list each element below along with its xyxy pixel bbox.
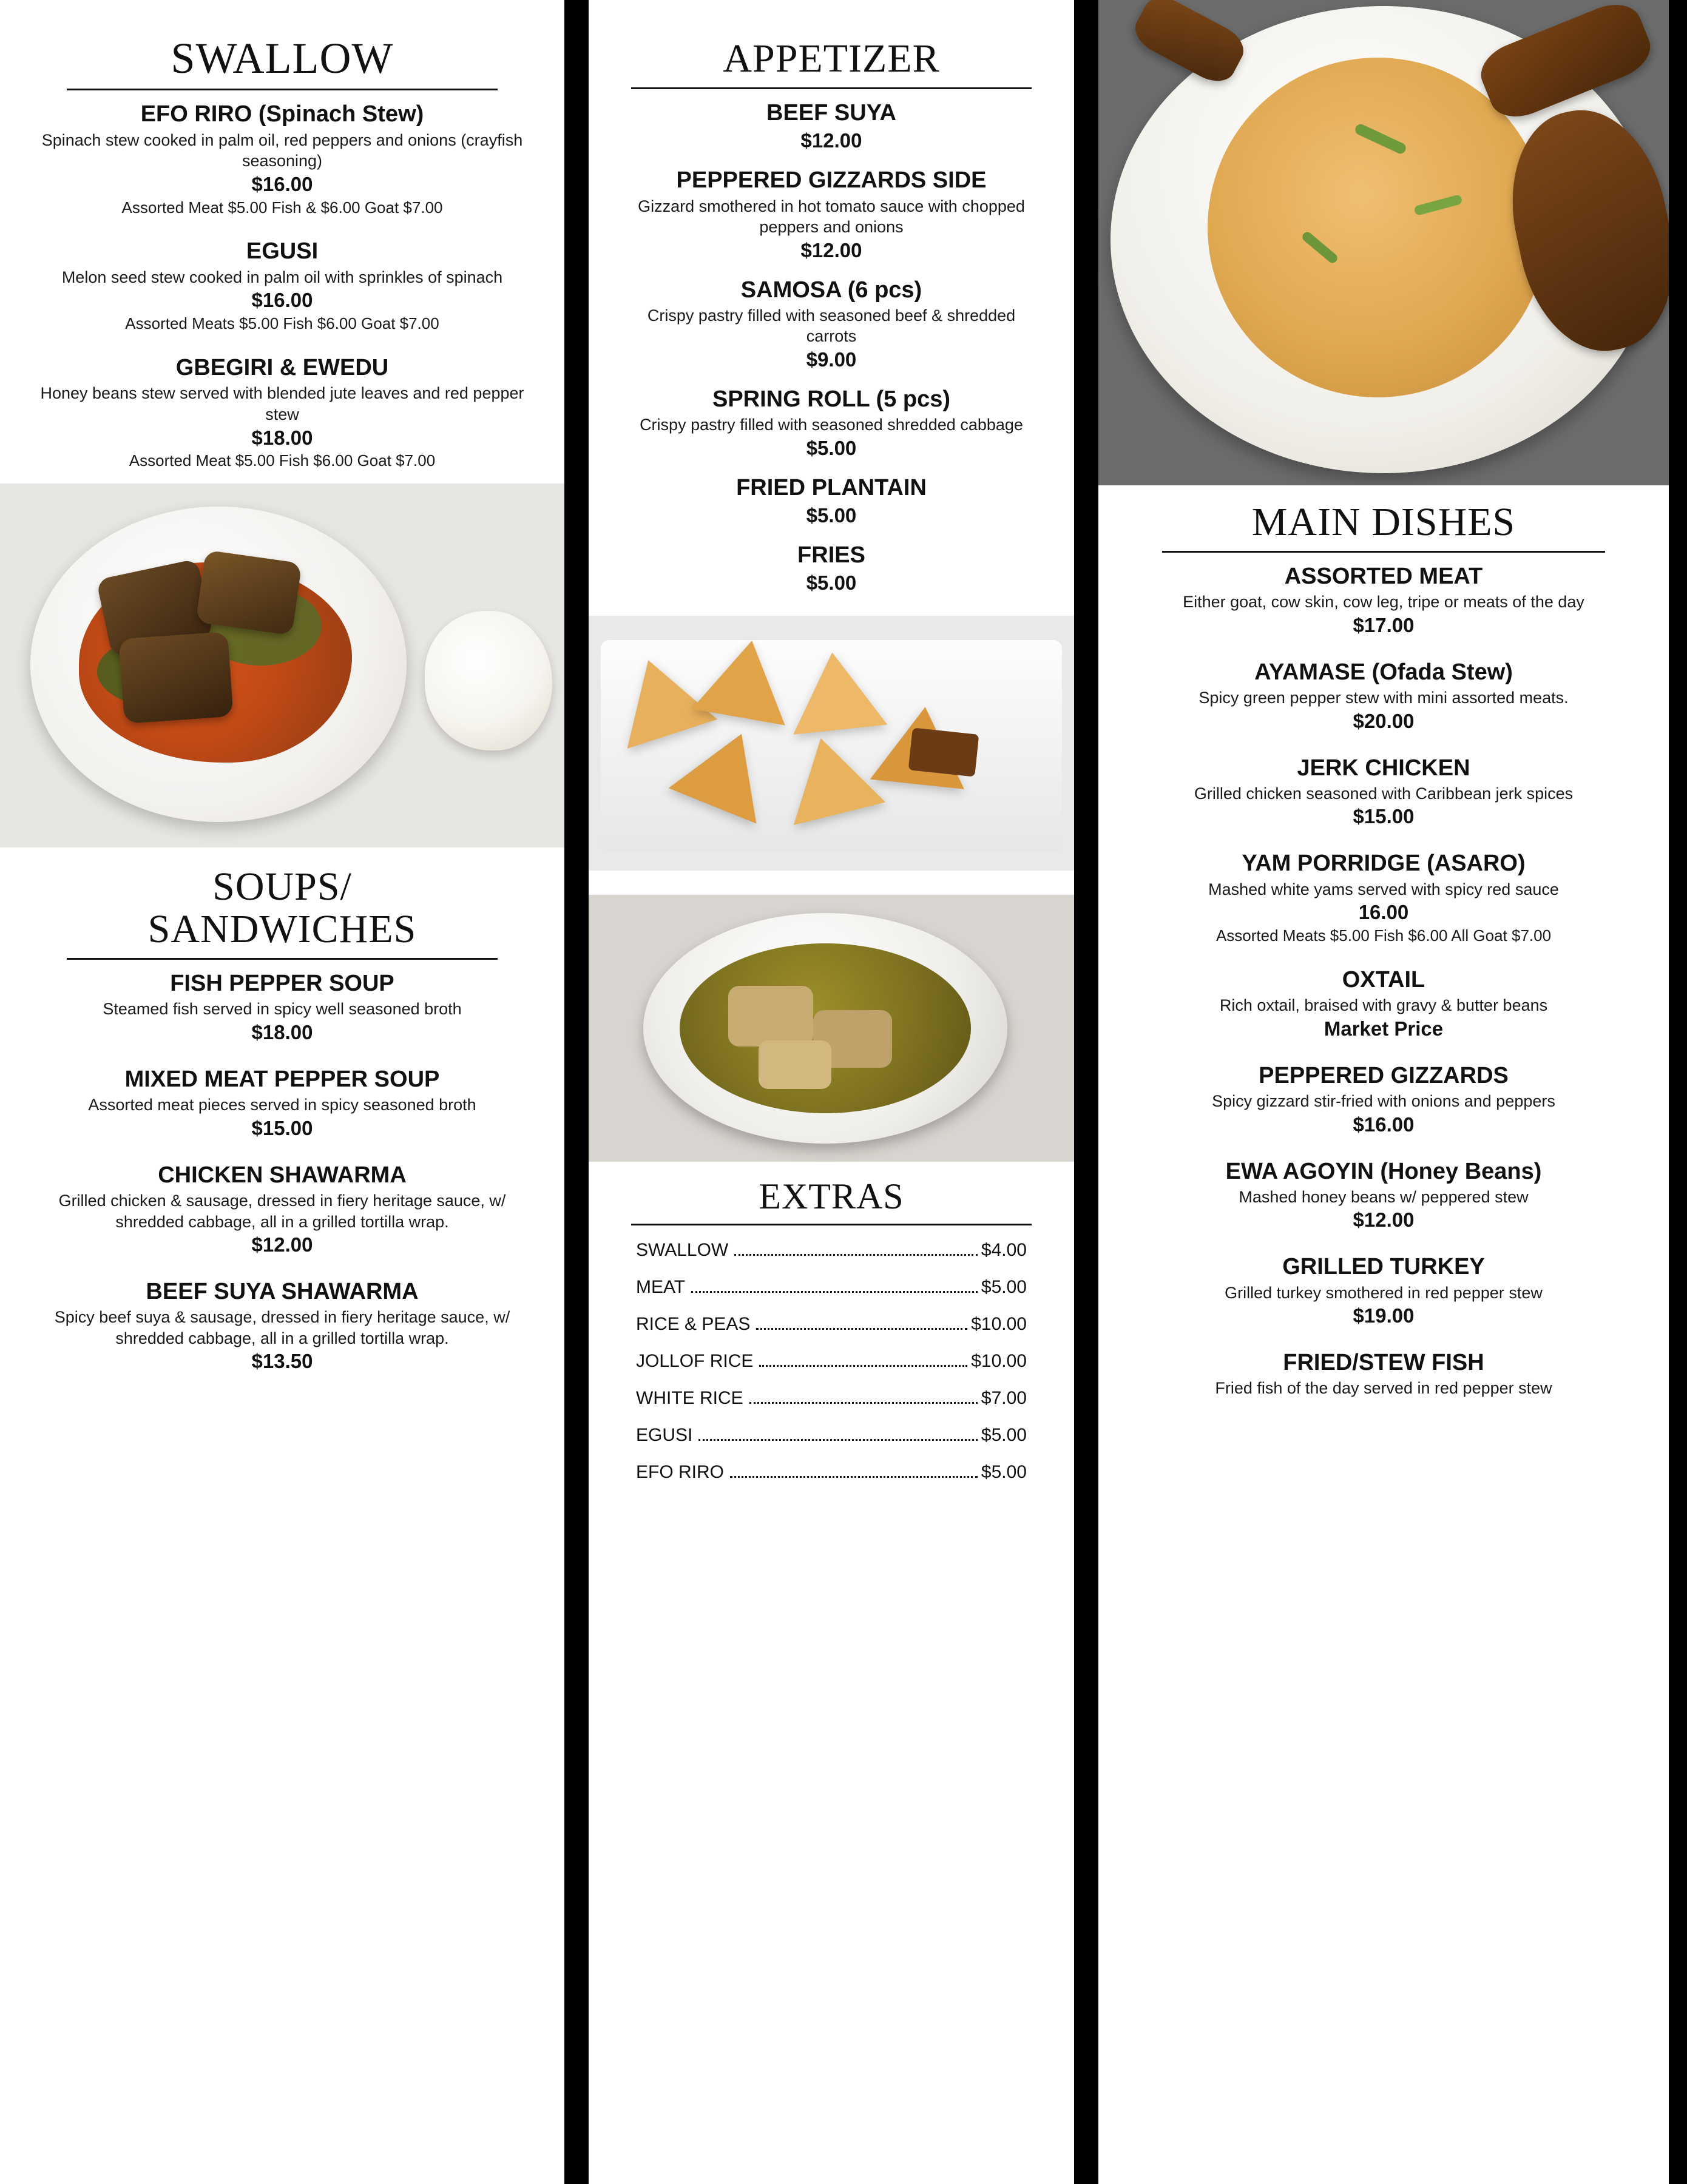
swallow-section: [0, 0, 564, 484]
spacer: [609, 533, 1053, 541]
list-item: [636, 1425, 1027, 1446]
item-name: EGUSI: [246, 238, 319, 265]
spacer: [1119, 950, 1648, 966]
spacer: [21, 338, 544, 354]
pepper-soup-photo: [589, 895, 1074, 1162]
item-description: Rich oxtail, braised with gravy & butter beans: [1219, 996, 1548, 1015]
column-divider: [564, 0, 589, 2184]
item-description: Grilled chicken seasoned with Caribbean jerk spices: [1194, 784, 1574, 803]
item-price: $5.00: [806, 504, 857, 527]
item-price: $16.00: [251, 289, 313, 312]
item-price: $5.00: [806, 436, 857, 459]
list-item: [636, 1388, 1027, 1409]
spacer: [21, 221, 544, 237]
menu-item: [21, 1161, 544, 1258]
list-item: [636, 1314, 1027, 1335]
item-price: $20.00: [1353, 709, 1415, 732]
main-dishes-section: [1098, 485, 1669, 1399]
spacer: [1119, 642, 1648, 658]
spacer: [21, 475, 544, 484]
item-name: PEPPERED GIZZARDS: [1259, 1062, 1509, 1088]
extras-list: [589, 1235, 1074, 1511]
swallow-shape: [425, 611, 552, 750]
divider: [631, 1224, 1032, 1225]
leader-dots: [698, 1439, 978, 1441]
item-description: Crispy pastry filled with seasoned beef & shredded carrots: [647, 306, 1016, 346]
menu-item: [1119, 1253, 1648, 1329]
item-description: Melon seed stew cooked in palm oil with sprinkles of spinach: [61, 268, 503, 286]
samosa-shape: [785, 647, 888, 735]
list-item: [636, 1277, 1027, 1298]
section-title-main-dishes: MAIN DISHES: [1251, 500, 1516, 544]
extras-section: [589, 1162, 1074, 1225]
item-description: Mashed honey beans w/ peppered stew: [1239, 1187, 1529, 1206]
item-price: 16.00: [1358, 901, 1409, 924]
item-price: $16.00: [251, 172, 313, 195]
extras-item-name: EFO RIRO: [636, 1461, 725, 1482]
leader-dots: [759, 1365, 967, 1367]
item-name: PEPPERED GIZZARDS SIDE: [676, 167, 987, 194]
item-description: Honey beans stew served with blended jute leaves and red pepper stew: [40, 384, 524, 423]
menu-item: [1119, 1349, 1648, 1399]
item-addons: Assorted Meats $5.00 Fish $6.00 Goat $7.00: [125, 314, 439, 333]
extras-item-price: $10.00: [971, 1313, 1027, 1334]
samosa-photo: [589, 616, 1074, 871]
column-middle: [589, 0, 1074, 2184]
extras-item-name: MEAT: [636, 1276, 686, 1297]
item-description: Gizzard smothered in hot tomato sauce with chopped peppers and onions: [638, 197, 1025, 237]
fish-shape: [118, 632, 233, 724]
item-description: Grilled turkey smothered in red pepper stew: [1225, 1283, 1543, 1302]
spacer: [609, 268, 1053, 276]
extras-item-price: $4.00: [981, 1239, 1027, 1260]
menu-item: [1119, 966, 1648, 1042]
jollof-rice-photo: [1098, 0, 1669, 485]
item-addons: Assorted Meat $5.00 Fish & $6.00 Goat $7.00: [121, 198, 443, 217]
extras-item-name: EGUSI: [636, 1424, 693, 1445]
menu-item: [609, 541, 1053, 596]
efo-riro-photo: [0, 484, 564, 848]
spacer: [609, 377, 1053, 385]
section-title-soups: [21, 848, 544, 951]
spacer: [1119, 1142, 1648, 1158]
section-title-swallow: SWALLOW: [171, 34, 394, 83]
samosa-filling-shape: [908, 728, 979, 777]
leader-dots: [691, 1291, 978, 1293]
item-description: Assorted meat pieces served in spicy seasoned broth: [88, 1096, 476, 1114]
item-price: Market Price: [1324, 1017, 1444, 1040]
menu-item: [1119, 658, 1648, 735]
spacer: [609, 465, 1053, 474]
menu-item: [1119, 754, 1648, 831]
leader-dots: [730, 1476, 978, 1478]
menu-item: [609, 166, 1053, 263]
menu-item: [1119, 849, 1648, 946]
extras-item-price: $5.00: [981, 1276, 1027, 1297]
item-price: $12.00: [251, 1233, 313, 1256]
menu-item: [21, 100, 544, 218]
item-description: Steamed fish served in spicy well seasoned broth: [103, 1000, 462, 1019]
column-right: [1098, 0, 1669, 2184]
item-name: CHICKEN SHAWARMA: [158, 1162, 407, 1188]
extras-item-name: WHITE RICE: [636, 1387, 743, 1408]
item-description: Crispy pastry filled with seasoned shredded cabbage: [640, 416, 1023, 434]
spacer: [1119, 1237, 1648, 1253]
list-item: [636, 1240, 1027, 1261]
divider: [631, 87, 1032, 89]
item-description: Spicy beef suya & sausage, dressed in fiery heritage sauce, w/ shredded cabbage, all in a grilled tortilla wrap.: [54, 1308, 510, 1347]
spacer: [1119, 834, 1648, 849]
item-name: AYAMASE (Ofada Stew): [1254, 659, 1513, 685]
extras-item-name: JOLLOF RICE: [636, 1350, 754, 1371]
extras-item-price: $7.00: [981, 1387, 1027, 1408]
menu-item: [1119, 1158, 1648, 1234]
fish-shape: [195, 550, 302, 636]
spacer: [589, 871, 1074, 895]
spacer: [1119, 1333, 1648, 1349]
item-description: Grilled chicken & sausage, dressed in fiery heritage sauce, w/ shredded cabbage, all in a grilled tortilla wrap.: [58, 1191, 506, 1231]
menu-item: [609, 276, 1053, 373]
section-title-appetizer: APPETIZER: [723, 36, 940, 81]
item-addons: Assorted Meats $5.00 Fish $6.00 All Goat $7.00: [1215, 926, 1552, 945]
item-description: Spicy gizzard stir-fried with onions and peppers: [1212, 1092, 1555, 1111]
item-name: ASSORTED MEAT: [1284, 563, 1483, 589]
item-price: $15.00: [1353, 805, 1415, 828]
item-name: FRIED PLANTAIN: [736, 474, 927, 500]
item-name: MIXED MEAT PEPPER SOUP: [124, 1066, 440, 1092]
samosa-shape: [692, 633, 799, 726]
item-price: $18.00: [251, 1021, 313, 1043]
spacer: [21, 1145, 544, 1161]
item-price: $12.00: [800, 238, 862, 261]
item-price: $12.00: [800, 129, 862, 152]
item-name: FRIED/STEW FISH: [1283, 1350, 1484, 1376]
item-name: EFO RIRO (Spinach Stew): [140, 101, 424, 127]
menu-item: [21, 237, 544, 334]
item-description: Spicy green pepper stew with mini assorted meats.: [1198, 689, 1569, 707]
menu-item: [1119, 562, 1648, 639]
item-description: Fried fish of the day served in red pepper stew: [1215, 1379, 1552, 1398]
item-description: Spinach stew cooked in palm oil, red peppers and onions (crayfish seasoning): [41, 130, 523, 170]
menu-item: [609, 385, 1053, 462]
leader-dots: [749, 1402, 978, 1404]
menu-item: [609, 99, 1053, 154]
menu-item: [21, 1278, 544, 1375]
item-price: $13.50: [251, 1350, 313, 1373]
extras-item-price: $5.00: [981, 1424, 1027, 1445]
item-name: FISH PEPPER SOUP: [170, 971, 394, 997]
item-name: EWA AGOYIN (Honey Beans): [1225, 1158, 1542, 1184]
meat-shape: [728, 986, 813, 1046]
item-price: $18.00: [251, 426, 313, 449]
item-name: OXTAIL: [1342, 966, 1425, 993]
leader-dots: [756, 1328, 967, 1330]
column-divider: [1074, 0, 1098, 2184]
menu-item: [1119, 1062, 1648, 1138]
soups-title-line1: SOUPS/: [212, 864, 352, 909]
menu-item: [609, 474, 1053, 529]
item-name: YAM PORRIDGE (ASARO): [1242, 851, 1526, 877]
list-item: [636, 1462, 1027, 1483]
item-description: Mashed white yams served with spicy red sauce: [1208, 880, 1559, 898]
soups-title-line2: SANDWICHES: [147, 907, 417, 952]
section-title-extras: EXTRAS: [759, 1176, 904, 1217]
item-price: $17.00: [1353, 613, 1415, 636]
spacer: [1119, 1046, 1648, 1062]
extras-item-name: SWALLOW: [636, 1239, 729, 1260]
item-name: GBEGIRI & EWEDU: [175, 355, 389, 381]
item-name: SPRING ROLL (5 pcs): [712, 386, 951, 412]
spacer: [21, 1262, 544, 1278]
item-name: FRIES: [797, 542, 865, 568]
item-price: $16.00: [1353, 1113, 1415, 1136]
leader-dots: [734, 1254, 978, 1256]
soups-section: [0, 848, 564, 1375]
spacer: [1119, 738, 1648, 754]
menu-item: [21, 354, 544, 471]
menu-item: [21, 1065, 544, 1142]
divider: [1162, 551, 1605, 553]
extras-item-price: $10.00: [971, 1350, 1027, 1371]
item-price: $15.00: [251, 1116, 313, 1139]
item-price: $5.00: [806, 571, 857, 595]
list-item: [636, 1351, 1027, 1372]
spacer: [609, 600, 1053, 616]
item-name: BEEF SUYA: [766, 99, 896, 126]
divider: [67, 958, 498, 960]
divider: [67, 89, 498, 90]
menu-item: [21, 969, 544, 1046]
item-name: BEEF SUYA SHAWARMA: [146, 1279, 419, 1305]
item-description: Either goat, cow skin, cow leg, tripe or meats of the day: [1183, 593, 1584, 612]
item-name: JERK CHICKEN: [1297, 755, 1470, 781]
spacer: [609, 158, 1053, 166]
appetizer-section: [589, 0, 1074, 616]
item-price: $19.00: [1353, 1304, 1415, 1327]
spacer: [21, 1050, 544, 1065]
meat-shape: [759, 1040, 831, 1089]
column-left: [0, 0, 564, 2184]
item-name: SAMOSA (6 pcs): [740, 277, 922, 303]
item-price: $12.00: [1353, 1208, 1415, 1232]
extras-item-price: $5.00: [981, 1461, 1027, 1482]
item-addons: Assorted Meat $5.00 Fish $6.00 Goat $7.00: [129, 451, 436, 470]
item-name: GRILLED TURKEY: [1282, 1254, 1485, 1280]
item-price: $9.00: [806, 348, 857, 371]
extras-item-name: RICE & PEAS: [636, 1313, 751, 1334]
